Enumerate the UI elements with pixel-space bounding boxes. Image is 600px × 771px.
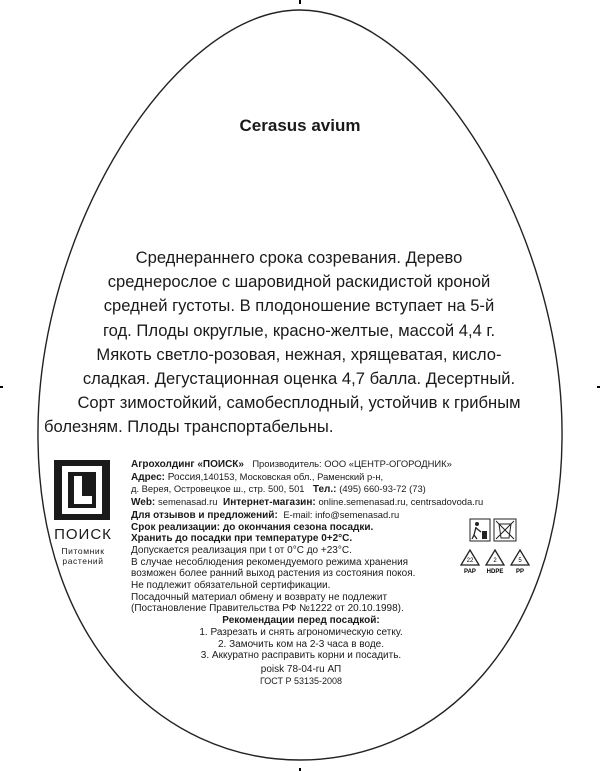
recycle-hdpe-number: 2	[493, 558, 497, 564]
shop-link[interactable]: online.semenasad.ru, centrsadovoda.ru	[318, 496, 484, 508]
poisk-logo-icon	[52, 458, 112, 522]
recommendation-3: 3. Аккуратно расправить корни и посадить.	[200, 650, 402, 662]
description-line: Мякоть светло-розовая, нежная, хрящеватая, кисло-	[96, 344, 502, 364]
feedback-email[interactable]: E-mail: info@semenasad.ru	[283, 508, 400, 520]
variety-description	[44, 246, 554, 440]
recycle-pap-number: 22	[466, 558, 474, 564]
description-line: год. Плоды округлые, красно-желтые, массой 4,4 г.	[102, 320, 496, 340]
recycle-pap-icon	[461, 550, 479, 575]
return-line-1: Посадочный материал обмену и возврату не подлежит	[131, 591, 388, 603]
recycle-hdpe-label: HDPE	[486, 569, 504, 575]
shelf-life-text: Срок реализации: до окончания сезона посадки.	[131, 521, 374, 533]
recycle-pp-number: 5	[518, 558, 522, 564]
warning-line-2: возможен более ранний выход растения из состояния покоя.	[131, 568, 416, 580]
address-row	[131, 471, 551, 484]
crossed-bin-icon	[494, 519, 516, 541]
rec-title-text: Рекомендации перед посадкой:	[222, 615, 380, 627]
recycle-pap-label: PAP	[464, 569, 476, 575]
web-row	[131, 496, 551, 509]
address-line2: д. Верея, Островецкое ш., стр. 500, 501	[131, 483, 305, 495]
description-line: средней густоты. В плодоношение вступает на 5-й	[103, 296, 495, 316]
brand-sub-line1: Питомник	[61, 546, 105, 556]
address-rest: ,140153, Московская обл., Раменский р-н,	[200, 470, 384, 482]
certification: Не подлежит обязательной сертификации.	[131, 580, 331, 592]
tidyman-icon	[470, 519, 490, 541]
recommendations-title	[131, 615, 471, 627]
recommendation-2: 2. Замочить ком на 2-3 часа в воде.	[217, 638, 384, 650]
address-country: Россия	[167, 471, 201, 483]
return-line-2: (Постановление Правительства РФ №1222 от 20.10.1998).	[131, 603, 404, 615]
brand-name: ПОИСК	[54, 526, 112, 543]
storage-text: Хранить до посадки при температуре 0+2°С.	[131, 533, 353, 545]
holding-name: Агрохолдинг «ПОИСК»	[131, 459, 244, 470]
brand-sub-line2: растений	[62, 556, 104, 566]
brand-subtitle	[43, 546, 123, 566]
tel: (495) 660-93-72 (73)	[339, 483, 426, 495]
cut-mark-left	[0, 386, 3, 388]
latin-title: Cerasus avium	[239, 116, 361, 135]
allowed-temp: Допускается реализация при t от 0°С до +23°С.	[131, 544, 352, 556]
web-link[interactable]: semenasad.ru	[158, 496, 218, 508]
recycle-pp-icon	[511, 550, 529, 575]
description-line: болезням. Плоды транспортабельны.	[44, 417, 334, 437]
description-line: среднерослое с шаровидной раскидистой кроной	[107, 272, 491, 292]
description-line: сладкая. Дегустационная оценка 4,7 балла. Десертный.	[82, 369, 516, 389]
cut-mark-top	[299, 0, 301, 4]
description-line: Среднераннего срока созревания. Дерево	[135, 248, 463, 267]
address-label: Адрес:	[131, 471, 165, 483]
warning-line-1: В случае несоблюдения рекомендуемого режима хранения	[131, 556, 409, 568]
producer: Производитель: ООО «ЦЕНТР-ОГОРОДНИК»	[252, 458, 452, 469]
description-line: Сорт зимостойкий, самобесплодный, устойчив к грибным	[77, 393, 521, 413]
disposal-icons	[458, 518, 538, 588]
recommendation-1: 1. Разрезать и снять агрономическую сетку.	[199, 626, 403, 638]
gost-standard: ГОСТ Р 53135-2008	[259, 675, 343, 686]
recycle-pp-label: PP	[515, 569, 525, 575]
tel-label: Тел.:	[312, 484, 337, 496]
shop-label: Интернет-магазин:	[223, 497, 316, 509]
address-row-2	[131, 483, 551, 496]
recycle-hdpe-icon	[486, 550, 504, 575]
feedback-label: Для отзывов и предложений:	[131, 509, 278, 521]
web-label: Web:	[131, 497, 156, 509]
holding-row	[131, 458, 551, 471]
product-code: poisk 78-04-ru АП	[260, 663, 342, 675]
